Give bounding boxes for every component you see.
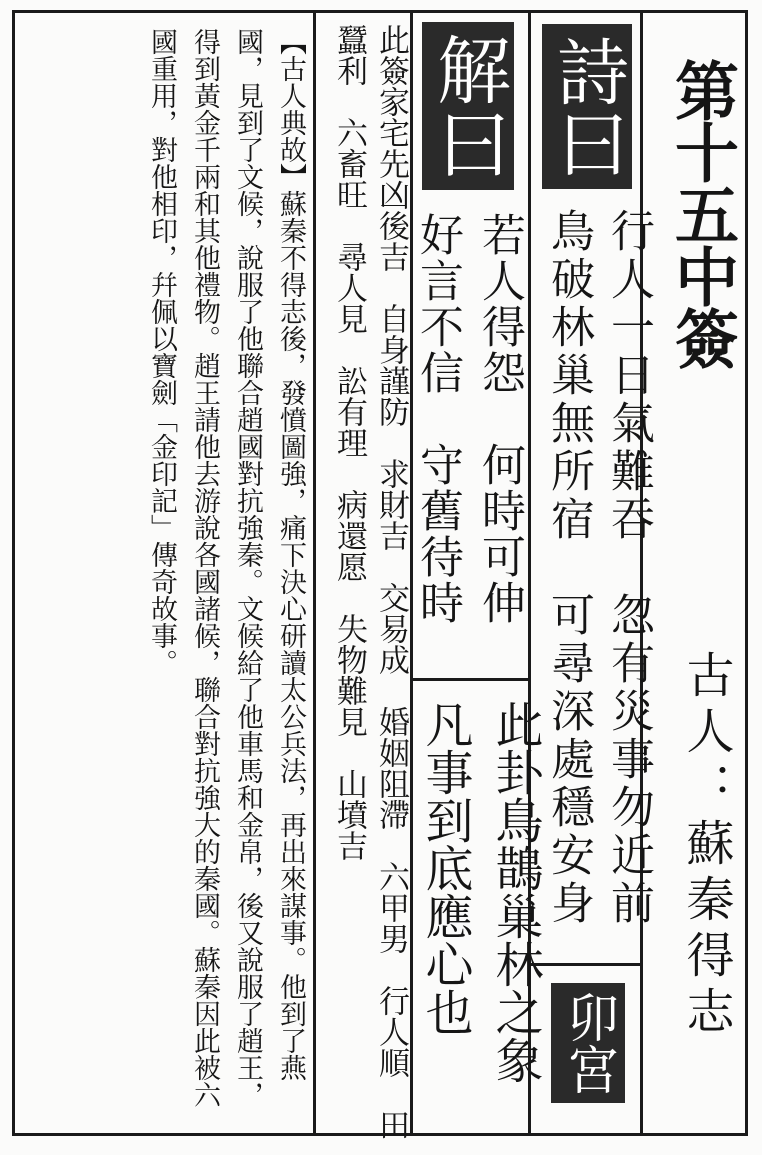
poem-badge: 詩曰: [542, 24, 632, 189]
poem-text: 行人一日氣難吞 忽有災事勿近前 鳥破林巢無所宿 可尋深處穩安身: [543, 208, 654, 928]
column-divider: [313, 10, 316, 1136]
explain-badge: 解曰: [422, 22, 514, 190]
story-label: 【古人典故】: [275, 28, 306, 190]
explain-divider: [410, 678, 528, 681]
palace-badge: 卯宮: [551, 983, 625, 1103]
ancient-person: 古人：蘇秦得志: [678, 650, 734, 1042]
gua-text: 此卦鳥鵲巢林之象 凡事到底應心也: [417, 700, 543, 1084]
story-text: 蘇秦不得志後，發憤圖強，痛下決心研讀太公兵法，再出來謀事。他到了燕國，見到了文候，說服了他聯合趙國對抗強秦。文候給了他車馬和金帛，後又說服了趙王，得到黃金千兩和其他禮物。趙王請他去游說各國諸候，聯合對抗強大的秦國。蘇秦因此被六國重用，對他相印，幷佩以寶劍「金印記」傳奇故事。: [146, 28, 306, 1108]
story-block: [32, 28, 312, 1118]
explain-text: 若人得怨 何時可伸 好言不信 守舊待時: [412, 212, 525, 626]
fortune-text: 此簽家宅先凶後吉 自身謹防 求財吉 交易成 婚姻阻滯 六甲男 行人順 田蠶利 六畜旺 尋人見 訟有理 病還愿 失物難見 山墳吉: [331, 24, 409, 1140]
lot-title: 第十五中簽: [664, 58, 738, 368]
